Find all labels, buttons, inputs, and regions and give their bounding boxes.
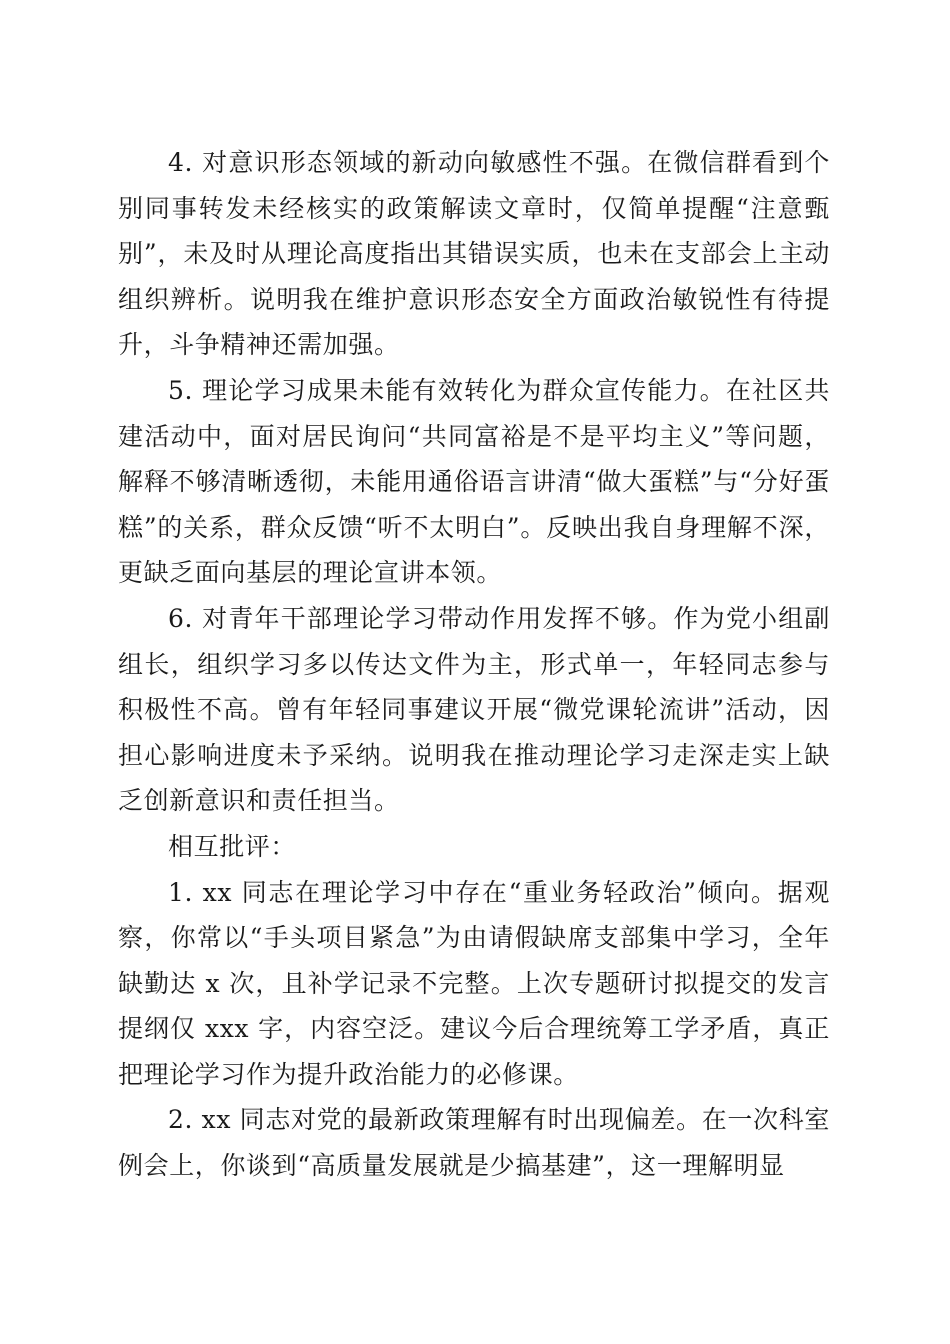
paragraph-item-6: 6. 对青年干部理论学习带动作用发挥不够。作为党小组副组长，组织学习多以传达文件为主，形式单一，年轻同志参与积极性不高。曾有年轻同事建议开展“微党课轮流讲”活动，因担心影响进度未予采纳。说明我在推动理论学习走深走实上缺乏创新意识和责任担当。 <box>118 603 830 816</box>
paragraph-item-4: 4. 对意识形态领域的新动向敏感性不强。在微信群看到个别同事转发未经核实的政策解读文章时，仅简单提醒“注意甄别”，未及时从理论高度指出其错误实质，也未在支部会上主动组织辨析。说明我在维护意识形态安全方面政治敏锐性有待提升，斗争精神还需加强。 <box>118 148 830 360</box>
document-body <box>118 140 830 1189</box>
paragraph-item-5: 5. 理论学习成果未能有效转化为群众宣传能力。在社区共建活动中，面对居民询问“共同富裕是不是平均主义”等问题，解释不够清晰透彻，未能用通俗语言讲清“做大蛋糕”与“分好蛋糕”的关系，群众反馈“听不太明白”。反映出我自身理解不深，更缺乏面向基层的理论宣讲本领。 <box>118 375 830 588</box>
paragraph-criticism-1: 1. xx 同志在理论学习中存在“重业务轻政治”倾向。据观察，你常以“手头项目紧急”为由请假缺席支部集中学习，全年缺勤达 x 次，且补学记录不完整。上次专题研讨拟提交的发言提纲仅 xxx 字，内容空泛。建议今后合理统筹工学矛盾，真正把理论学习作为提升政治能力的必修课。 <box>118 877 830 1089</box>
paragraph-criticism-2: 2. xx 同志对党的最新政策理解有时出现偏差。在一次科室例会上，你谈到“高质量发展就是少搞基建”，这一理解明显 <box>118 1105 830 1181</box>
section-heading-mutual-criticism: 相互批评： <box>168 831 297 861</box>
